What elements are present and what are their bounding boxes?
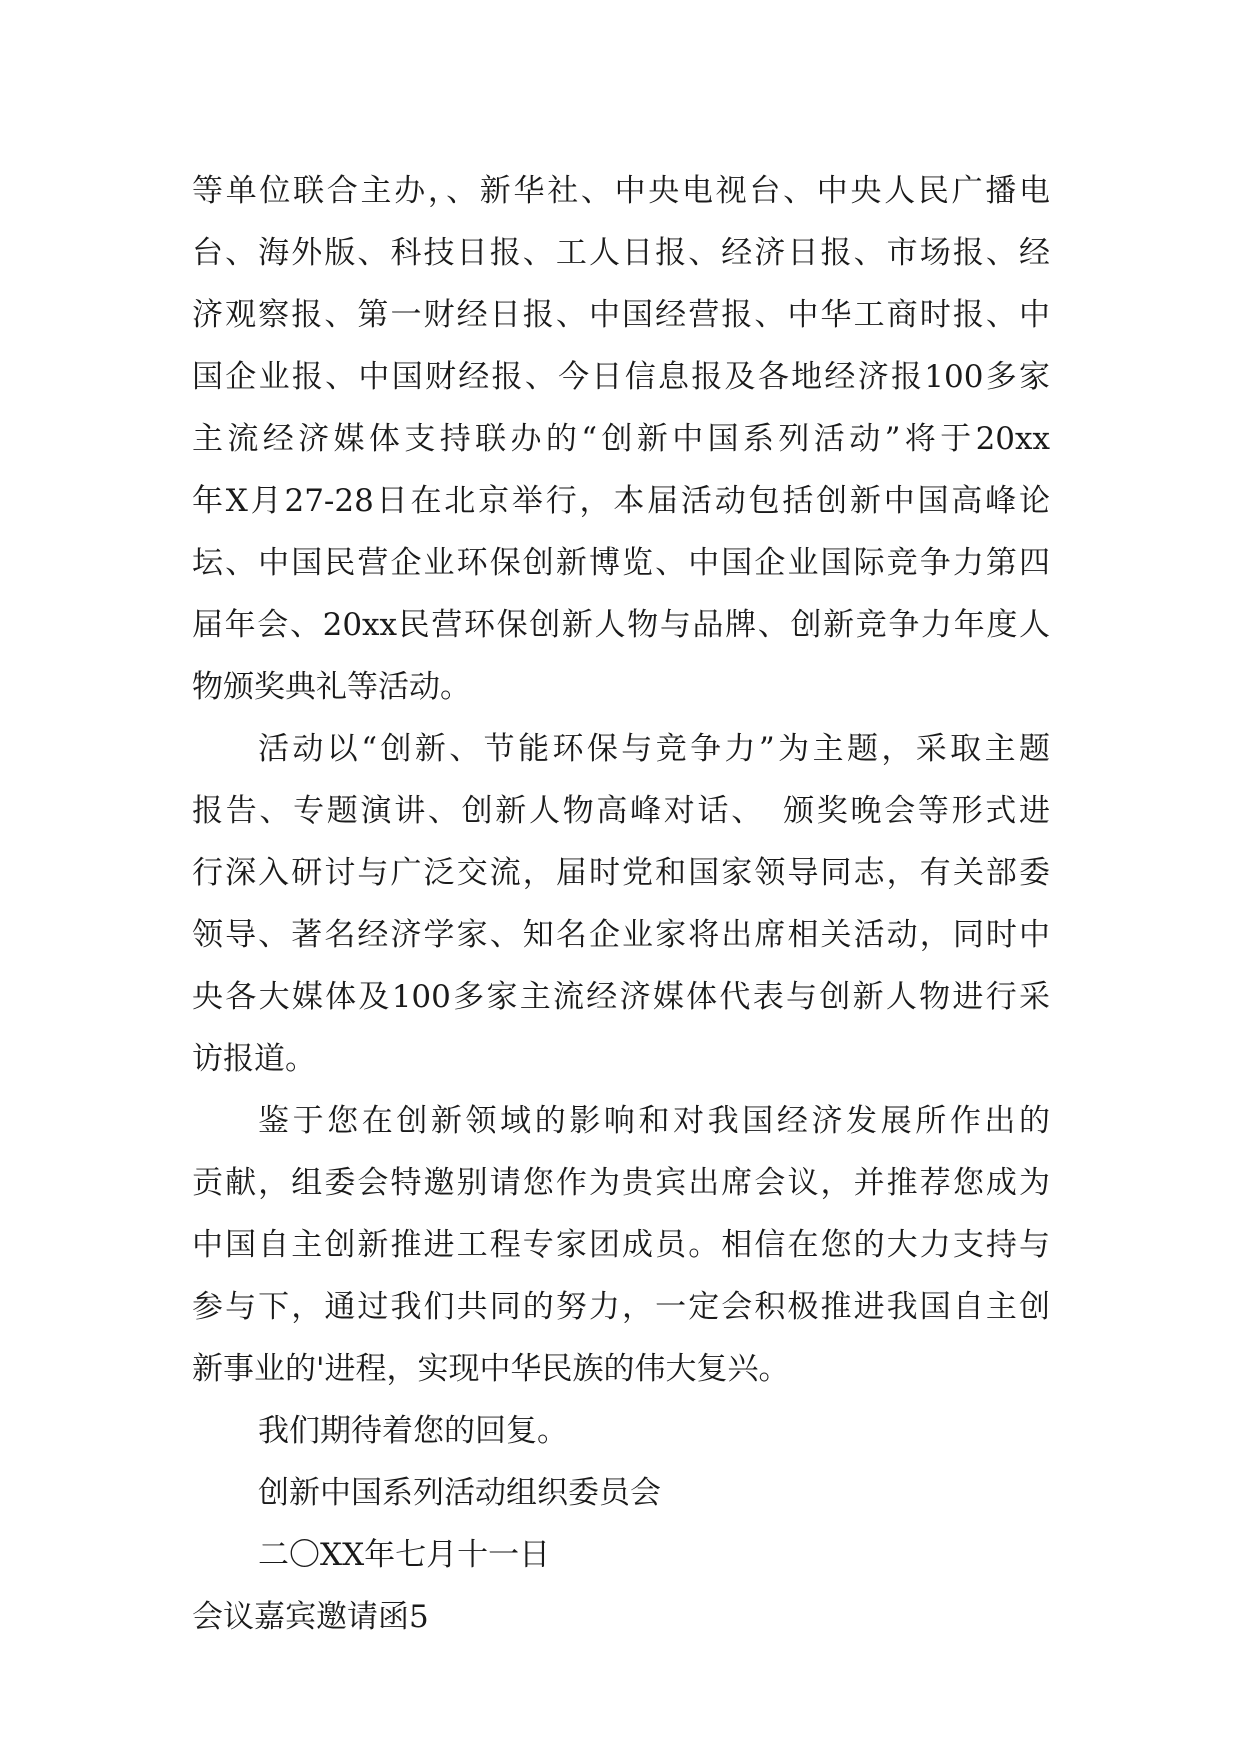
text-line: 坛、中国民营企业环保创新博览、中国企业国际竞争力第四 <box>192 545 1050 581</box>
text-line: 年X月27-28日在北京举行，本届活动包括创新中国高峰论 <box>192 483 1050 519</box>
text-line: 国企业报、中国财经报、今日信息报及各地经济报100多家 <box>192 359 1050 395</box>
paragraph-1 <box>192 160 1050 718</box>
paragraph-3 <box>192 1090 1050 1400</box>
text-line: 新事业的'进程，实现中华民族的伟大复兴。 <box>192 1351 790 1387</box>
text-line: 物颁奖典礼等活动。 <box>192 669 471 705</box>
date-line: 二〇XX年七月十一日 <box>258 1537 551 1573</box>
text-line: 中国自主创新推进工程专家团成员。相信在您的大力支持与 <box>192 1227 1050 1263</box>
text-line: 届年会、20xx民营环保创新人物与品牌、创新竞争力年度人 <box>192 607 1050 643</box>
next-section-heading: 会议嘉宾邀请函5 <box>192 1599 429 1635</box>
text-line: 等单位联合主办，、新华社、中央电视台、中央人民广播电 <box>192 173 1050 209</box>
text-line: 央各大媒体及100多家主流经济媒体代表与创新人物进行采 <box>192 979 1050 1015</box>
paragraph-2 <box>192 718 1050 1090</box>
text-line: 主流经济媒体支持联办的“创新中国系列活动”将于20xx <box>192 421 1050 457</box>
closing-line: 我们期待着您的回复。 <box>258 1413 568 1449</box>
text-line: 贡献，组委会特邀别请您作为贵宾出席会议，并推荐您成为 <box>192 1165 1050 1201</box>
signature-line: 创新中国系列活动组织委员会 <box>258 1475 661 1511</box>
document-body <box>192 160 1050 1648</box>
text-line: 鉴于您在创新领域的影响和对我国经济发展所作出的 <box>258 1103 1050 1139</box>
text-line: 行深入研讨与广泛交流，届时党和国家领导同志，有关部委 <box>192 855 1050 891</box>
text-line: 报告、专题演讲、创新人物高峰对话、 颁奖晚会等形式进 <box>192 793 1050 829</box>
text-line: 访报道。 <box>192 1041 316 1077</box>
text-line: 领导、著名经济学家、知名企业家将出席相关活动，同时中 <box>192 917 1050 953</box>
text-line: 济观察报、第一财经日报、中国经营报、中华工商时报、中 <box>192 297 1050 333</box>
text-line: 参与下，通过我们共同的努力，一定会积极推进我国自主创 <box>192 1289 1050 1325</box>
text-line: 活动以“创新、节能环保与竞争力”为主题，采取主题 <box>258 731 1050 767</box>
text-line: 台、海外版、科技日报、工人日报、经济日报、市场报、经 <box>192 235 1050 271</box>
